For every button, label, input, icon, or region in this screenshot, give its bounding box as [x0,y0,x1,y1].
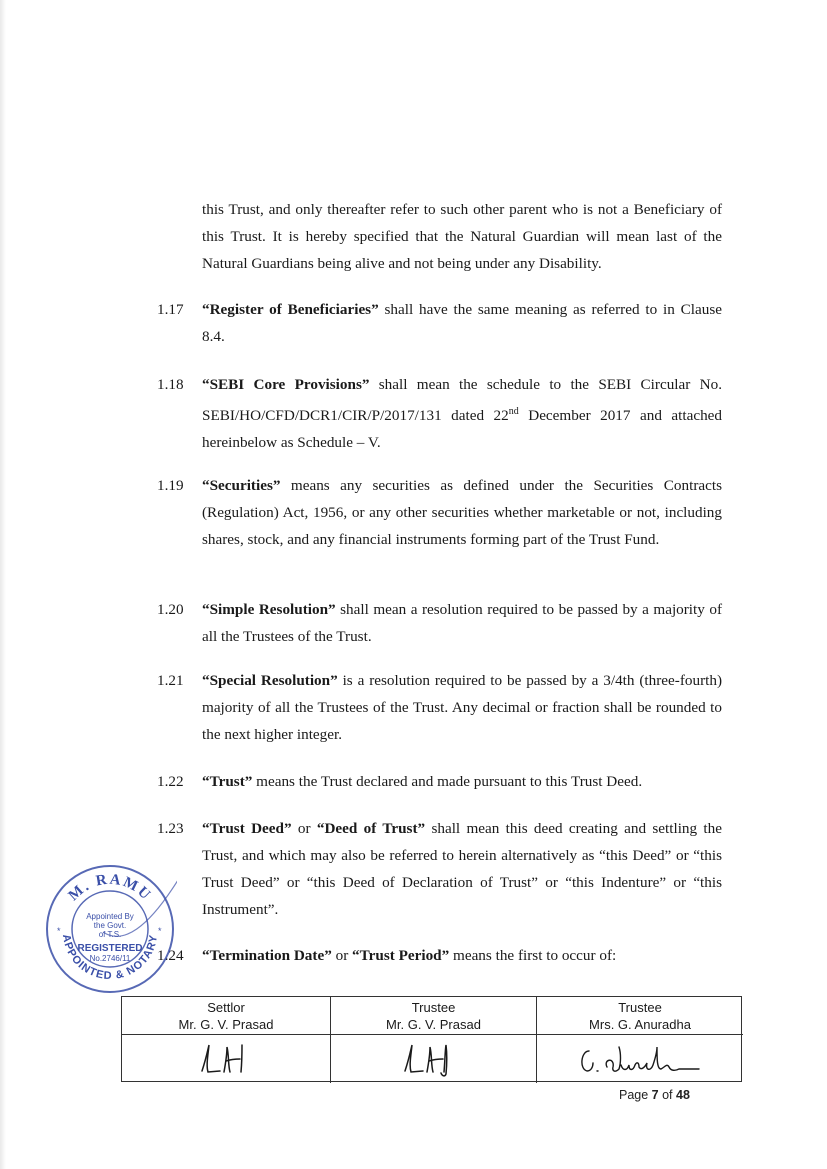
signature-cell-trustee-1 [331,1035,537,1083]
clause-text: shall mean this deed creating and settling the Trust, and which may also be referred to herein alternatively as “this Deed” or “this Trust Deed” or “this Deed of Declaration of Trust” or “this Indenture” or “this Instrument”. [202,820,722,918]
signatory-name: Mrs. G. Anuradha [589,1017,691,1032]
clause-text-end: December 2017 and attached hereinbelow as Schedule – V. [202,407,722,452]
clause-connector: or [291,820,317,837]
clause-1-20 [157,596,722,650]
clause-1-18 [157,371,722,456]
notary-stamp-image [43,862,177,996]
stamp-name: M. RAMU [65,871,155,905]
signatory-role: Settlor [207,1000,245,1015]
stamp-line-1: Appointed By [86,912,134,921]
defined-term: “Register of Beneficiaries” [202,301,379,318]
defined-term-alt: “Trust Period” [352,947,450,964]
page-label: Page [619,1088,652,1102]
clause-text: means any securities as defined under the Securities Contracts (Regulation) Act, 1956, or any other securities whether marketable or not, including shares, stock, and any financial instruments forming part of the Trust Fund. [202,477,722,548]
clause-number: 1.22 [157,773,184,790]
defined-term: “Securities” [202,477,281,494]
clause-text: shall mean the schedule to the SEBI Circular No. SEBI/HO/CFD/DCR1/CIR/P/2017/131 dated 22 [202,376,722,425]
page-separator: of [658,1088,676,1102]
stamp-reg-no: No.2746/11 [89,954,131,963]
clause-1-22 [157,768,722,795]
signature-cell-trustee-2 [537,1035,743,1083]
page-edge [0,0,6,1169]
defined-term: “SEBI Core Provisions” [202,376,370,393]
clause-text: means the Trust declared and made pursuant to this Trust Deed. [252,773,643,790]
stamp-star-left: * [57,926,61,936]
clause-1-24 [157,942,722,969]
clause-text: is a resolution required to be passed by a 3/4th (three-fourth) majority of all the Trustees of the Trust. Any decimal or fraction shall be rounded to the next higher integer. [202,672,723,743]
signatory-role: Trustee [411,1000,456,1015]
defined-term: “Trust Deed” [202,820,292,837]
stamp-line-3: of T.S. [98,930,122,939]
signature-header-trustee-1 [331,997,537,1035]
continuation-text: this Trust, and only thereafter refer to such other parent who is not a Beneficiary of this Trust. It is hereby specified that the Natural Guardian will mean last of the Natural Guardians being alive and not being under any Disability. [202,201,722,272]
defined-term: “Special Resolution” [202,672,338,689]
clause-number: 1.17 [157,301,184,318]
defined-term: “Simple Resolution” [202,601,336,618]
stamp-line-2: the Govt. [93,921,127,930]
clause-number: 1.21 [157,672,184,689]
clause-1-23 [157,815,722,923]
clause-text: shall mean a resolution required to be passed by a majority of all the Trustees of the Trust. [202,601,722,645]
clause-number: 1.20 [157,601,184,618]
signature-cell-settlor [122,1035,331,1083]
clause-text: means the first to occur of: [449,947,617,964]
stamp-status: REGISTERED [77,943,143,954]
clause-text: shall have the same meaning as referred to in Clause 8.4. [202,301,722,345]
clause-number: 1.23 [157,820,184,837]
stamp-star-right: * [158,926,162,936]
clause-number: 1.18 [157,376,184,393]
superscript: nd [508,406,519,417]
clause-1-17 [157,296,722,350]
clause-number: 1.19 [157,477,184,494]
page-total: 48 [676,1088,690,1102]
page-current: 7 [651,1088,659,1102]
stamp-bottom-text: APPOINTED & NOTARY [59,933,161,983]
signature-header-settlor [122,997,331,1035]
handwritten-signature-1 [196,1041,256,1077]
clause-1-19 [157,472,722,553]
defined-term: “Termination Date” [202,947,332,964]
signature-header-trustee-2 [537,997,743,1035]
handwritten-signature-2 [399,1041,469,1077]
defined-term-alt: “Deed of Trust” [316,820,426,837]
signatory-name: Mr. G. V. Prasad [178,1017,274,1032]
handwritten-signature-3 [575,1041,705,1077]
signatory-name: Mr. G. V. Prasad [386,1017,481,1032]
clause-connector: or [331,947,353,964]
defined-term: “Trust” [202,773,253,790]
clause-number: 1.24 [157,947,184,964]
page-number [619,1088,690,1102]
signatory-role: Trustee [618,1000,662,1015]
clause-1-21 [157,667,722,748]
signature-table [121,996,742,1082]
continuation-paragraph [202,196,722,277]
